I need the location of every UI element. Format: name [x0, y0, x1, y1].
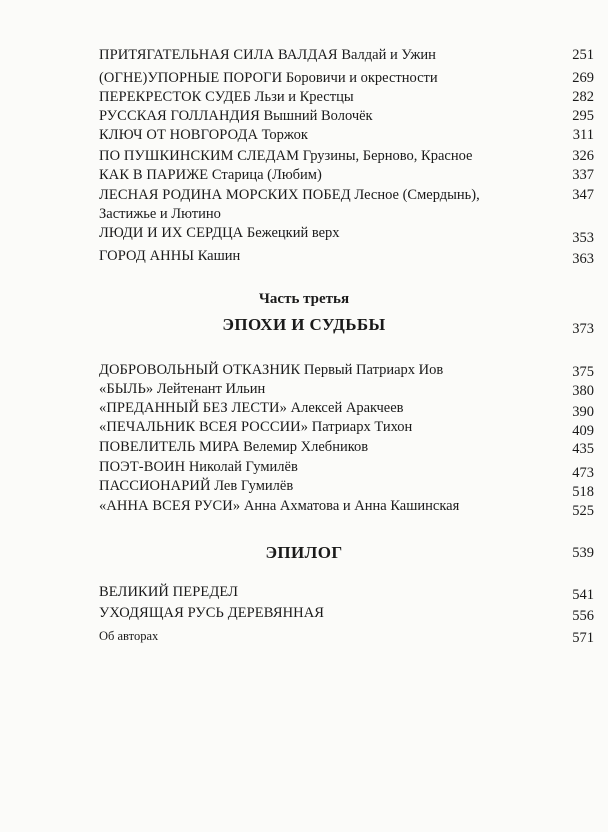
entry-page: 541	[572, 587, 594, 603]
entry-title: РУССКАЯ ГОЛЛАНДИЯ	[99, 108, 260, 124]
entry-place: Валдай и Ужин	[341, 47, 436, 63]
entry-place-continued: Застижье и Лютино	[99, 206, 221, 222]
entry-page: 337	[572, 167, 594, 183]
entry-place: Торжок	[261, 127, 308, 143]
entry-place: Льзи и Крестцы	[254, 89, 354, 105]
entry-title: «ПЕЧАЛЬНИК ВСЕЯ РОССИИ»	[99, 419, 309, 435]
entry-page: 435	[572, 441, 594, 457]
entry-page: 556	[572, 608, 594, 624]
entry-title: ПЕРЕКРЕСТОК СУДЕБ	[99, 89, 252, 105]
entry-page: 251	[572, 47, 594, 63]
entry-place: Лев Гумилёв	[214, 478, 294, 494]
entry-place: Лесное (Смердынь),	[354, 187, 480, 203]
entry-place: Велемир Хлебников	[243, 439, 369, 455]
entry-place: Бежецкий верх	[246, 225, 340, 241]
entry-title: ПАССИОНАРИЙ	[99, 478, 211, 494]
entry-title: УХОДЯЩАЯ РУСЬ ДЕРЕВЯННАЯ	[99, 605, 325, 621]
entry-page: 363	[572, 251, 594, 267]
entry-title: ВЕЛИКИЙ ПЕРЕДЕЛ	[99, 584, 239, 600]
entry-page: 353	[572, 230, 594, 246]
entry-page: 518	[572, 484, 594, 500]
entry-place: Старица (Любим)	[211, 167, 322, 183]
entry-title: ПРИТЯГАТЕЛЬНАЯ СИЛА ВАЛДАЯ	[99, 47, 338, 63]
epilogue-title: ЭПИЛОГ	[265, 543, 343, 562]
part-three-label: Часть третья	[258, 291, 350, 307]
entry-page: 326	[572, 148, 594, 164]
entry-title: ПОВЕЛИТЕЛЬ МИРА	[99, 439, 240, 455]
entry-place: Первый Патриарх Иов	[303, 362, 444, 378]
entry-place: Лейтенант Ильин	[156, 381, 266, 397]
entry-page: 525	[572, 503, 594, 519]
entry-title: ГОРОД АННЫ	[99, 248, 195, 264]
entry-place: Боровичи и окрестности	[285, 70, 438, 86]
entry-title: «АННА ВСЕЯ РУСИ»	[99, 498, 241, 514]
part-three-page: 373	[572, 321, 594, 337]
entry-page: 409	[572, 423, 594, 439]
entry-page: 375	[572, 364, 594, 380]
entry-title: КЛЮЧ ОТ НОВГОРОДА	[99, 127, 259, 143]
entry-place: Алексей Аракчеев	[290, 400, 404, 416]
entry-page: 380	[572, 383, 594, 399]
entry-title: ЛЮДИ И ИХ СЕРДЦА	[99, 225, 244, 241]
entry-title: Об авторах	[99, 629, 159, 643]
entry-title: ПОЭТ-ВОИН	[99, 459, 186, 475]
entry-page: 571	[572, 630, 594, 646]
entry-title: ДОБРОВОЛЬНЫЙ ОТКАЗНИК	[99, 362, 301, 378]
entry-page: 282	[572, 89, 594, 105]
epilogue-page: 539	[572, 545, 594, 561]
entry-place: Николай Гумилёв	[188, 459, 298, 475]
entry-place: Анна Ахматова и Анна Кашинская	[243, 498, 460, 514]
part-three-title: ЭПОХИ И СУДЬБЫ	[222, 315, 386, 334]
entry-title: «ПРЕДАННЫЙ БЕЗ ЛЕСТИ»	[99, 400, 287, 416]
entry-page: 473	[572, 465, 594, 481]
entry-place: Кашин	[197, 248, 241, 264]
entry-title: ПО ПУШКИНСКИМ СЛЕДАМ	[99, 148, 300, 164]
entry-title: ЛЕСНАЯ РОДИНА МОРСКИХ ПОБЕД	[99, 187, 351, 203]
entry-page: 390	[572, 404, 594, 420]
entry-place: Вышний Волочёк	[263, 108, 373, 124]
entry-place: Грузины, Берново, Красное	[302, 148, 473, 164]
entry-place: Патриарх Тихон	[311, 419, 413, 435]
entry-page: 295	[572, 108, 594, 124]
entry-page: 269	[572, 70, 594, 86]
entry-page: 311	[572, 127, 594, 143]
entry-page: 347	[572, 187, 594, 203]
entry-title: (ОГНЕ)УПОРНЫЕ ПОРОГИ	[99, 70, 283, 86]
entry-title: «БЫЛЬ»	[99, 381, 154, 397]
entry-title: КАК В ПАРИЖЕ	[99, 167, 209, 183]
